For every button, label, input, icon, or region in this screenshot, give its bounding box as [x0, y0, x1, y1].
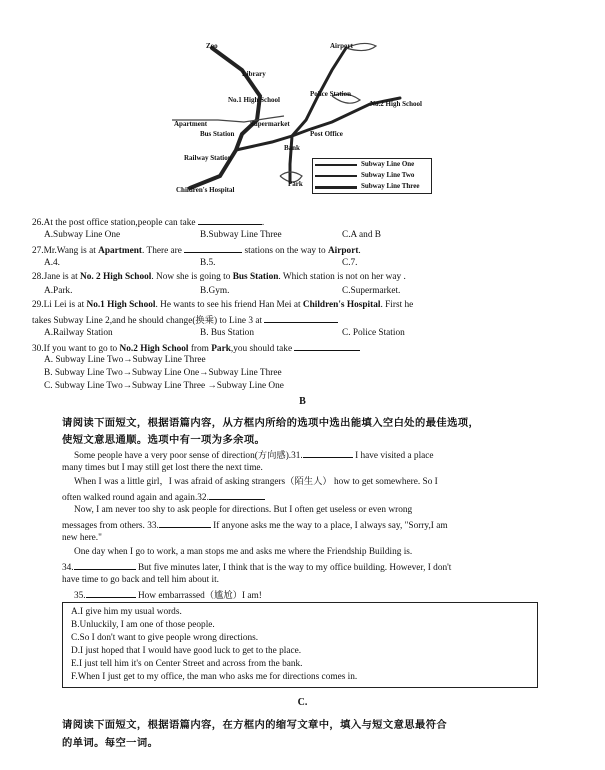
box-option: A.I give him my usual words.: [71, 607, 182, 617]
answer-blank: [86, 588, 136, 598]
box-option: B.Unluckily, I am one of those people.: [71, 620, 215, 630]
question-29: [32, 299, 413, 311]
passage-text: I have visited a place: [352, 451, 434, 461]
passage-text: How embarrassed（尴尬）I am!: [135, 591, 262, 601]
question-text: 26.At the post office station,people can take: [32, 218, 196, 228]
option: B.Subway Line Three: [200, 230, 282, 240]
label-park: Park: [288, 180, 303, 188]
question-26: 26.At the post office station,people can take .: [32, 215, 264, 229]
question-text: . Now she is going to: [151, 272, 233, 282]
question-bold: No. 2 High School: [80, 272, 152, 282]
option: B. Bus Station: [200, 328, 254, 338]
options-box: [62, 602, 538, 688]
option: A.Railway Station: [44, 328, 113, 338]
answer-blank: [294, 341, 360, 351]
question-text: . He wants to see his friend Han Mei at: [155, 300, 303, 310]
option: B.5.: [200, 258, 216, 268]
question-bold: Apartment: [98, 246, 143, 256]
question-bold: Park: [211, 344, 231, 354]
label-no1-high-school: No.1 High School: [228, 96, 280, 104]
question-text: . There are: [142, 246, 182, 256]
section-b-instruction: 使短文意思通顺。选项中有一项为多余项。: [62, 434, 266, 446]
question-bold: Bus Station: [232, 272, 279, 282]
label-childrens-hospital: Children's Hospital: [176, 186, 235, 194]
passage-line: [62, 560, 451, 574]
passage-text: 35.: [74, 591, 86, 601]
legend-label: Subway Line Three: [361, 182, 420, 190]
label-zoo: Zoo: [206, 42, 218, 50]
subway-line-one: [190, 48, 260, 188]
passage-text: Some people have a very poor sense of direction(方向感).31.: [74, 451, 303, 461]
label-bus-station: Bus Station: [200, 130, 235, 138]
passage-text: But five minutes later, I think that is the way to my office building. However, I don't: [135, 563, 452, 573]
question-text: .: [358, 246, 361, 256]
section-b-heading: B: [299, 396, 306, 407]
option: C.Supermarket.: [342, 286, 401, 296]
label-airport: Airport: [330, 42, 353, 50]
option: C.A and B: [342, 230, 381, 240]
question-text: takes Subway Line 2,and he should change(换乘) to Line 3 at: [32, 316, 263, 326]
answer-blank: [159, 518, 211, 528]
question-text: . First he: [380, 300, 414, 310]
label-bank: Bank: [284, 144, 300, 152]
answer-blank: [74, 560, 136, 570]
question-text: . Which station is not on her way .: [278, 272, 406, 282]
question-28: [32, 271, 406, 283]
box-option: F.When I just get to my office, the man who asks me for directions comes in.: [71, 672, 358, 682]
passage-line: [74, 448, 434, 462]
question-bold: Airport: [327, 246, 359, 256]
passage-line: One day when I go to work, a man stops me and asks me where the Friendship Building is.: [74, 547, 413, 557]
section-c-heading: C.: [297, 697, 308, 708]
section-b-instruction: 请阅读下面短文，根据语篇内容，从方框内所给的选项中选出能填入空白处的最佳选项，: [62, 417, 480, 429]
box-option: E.I just tell him it's on Center Street and across from the bank.: [71, 659, 303, 669]
question-text: ,you should take: [230, 344, 293, 354]
legend-row: [315, 171, 429, 180]
label-apartment: Apartment: [174, 120, 208, 128]
map-legend: [312, 158, 432, 194]
answer-blank: [264, 313, 338, 323]
option: A.4.: [44, 258, 61, 268]
passage-line: have time to go back and tell him about it.: [62, 575, 219, 585]
section-c-instruction: 的单词。每空一词。: [62, 737, 159, 749]
option: B. Subway Line Two→Subway Line One→Subway Line Three: [44, 368, 282, 378]
legend-row: [315, 182, 429, 191]
legend-line-three-swatch: [315, 186, 357, 189]
question-text: stations on the way to: [244, 246, 328, 256]
legend-line-one-swatch: [315, 164, 357, 166]
question-text: 30.If you want to go to: [32, 344, 120, 354]
question-30: [32, 341, 360, 355]
passage-line: Now, I am never too shy to ask people for directions. But I often get useless or even wrong: [74, 505, 413, 515]
passage-line: [62, 490, 265, 504]
answer-blank: [209, 490, 265, 500]
question-text: 29.Li Lei is at: [32, 300, 87, 310]
label-railway-station: Railway Station: [184, 154, 232, 162]
question-bold: No.2 High School: [119, 344, 189, 354]
box-option: C.So I don't want to give people wrong directions.: [71, 633, 259, 643]
question-27: [32, 243, 361, 257]
answer-blank: [303, 448, 353, 458]
legend-row: [315, 160, 429, 169]
option: C.7.: [342, 258, 358, 268]
passage-line: many times but I may still get lost there the next time.: [62, 463, 263, 473]
passage-text: 34.: [62, 563, 74, 573]
option: A. Subway Line Two→Subway Line Three: [44, 355, 206, 365]
legend-line-two-swatch: [315, 175, 357, 177]
answer-blank: [184, 243, 242, 253]
label-no2-high-school: No.2 High School: [370, 100, 422, 108]
question-29-cont: [32, 313, 338, 327]
option: A.Subway Line One: [44, 230, 121, 240]
passage-text: often walked round again and again.32.: [62, 493, 209, 503]
passage-line: [74, 588, 262, 602]
question-text: 28.Jane is at: [32, 272, 81, 282]
question-bold: Children's Hospital: [302, 300, 381, 310]
option: B.Gym.: [200, 286, 230, 296]
option: A.Park.: [44, 286, 73, 296]
label-police-station: Police Station: [310, 90, 352, 98]
question-text: from: [188, 344, 212, 354]
section-c-instruction: 请阅读下面短文，根据语篇内容，在方框内的缩写文章中，填入与短文意思最符合: [62, 719, 448, 731]
legend-label: Subway Line One: [361, 160, 415, 168]
passage-line: new here.": [62, 533, 102, 543]
question-text: 27.Mr.Wang is at: [32, 246, 99, 256]
box-option: D.I just hoped that I would have good luck to get to the place.: [71, 646, 302, 656]
label-post-office: Post Office: [310, 130, 343, 138]
passage-text: messages from others. 33.: [62, 521, 159, 531]
label-library: Library: [242, 70, 266, 78]
label-supermarket: Supermarket: [250, 120, 290, 128]
answer-blank: [198, 215, 262, 225]
passage-line: [62, 518, 448, 532]
passage-line: When I was a little girl，I was afraid of asking strangers（陌生人） how to get somewhere. So I: [74, 477, 438, 487]
question-bold: No.1 High School: [86, 300, 156, 310]
legend-label: Subway Line Two: [361, 171, 415, 179]
passage-text: If anyone asks me the way to a place, I always say, "Sorry,I am: [210, 521, 448, 531]
option: C. Subway Line Two→Subway Line Three →Subway Line One: [44, 381, 284, 391]
option: C. Police Station: [342, 328, 405, 338]
